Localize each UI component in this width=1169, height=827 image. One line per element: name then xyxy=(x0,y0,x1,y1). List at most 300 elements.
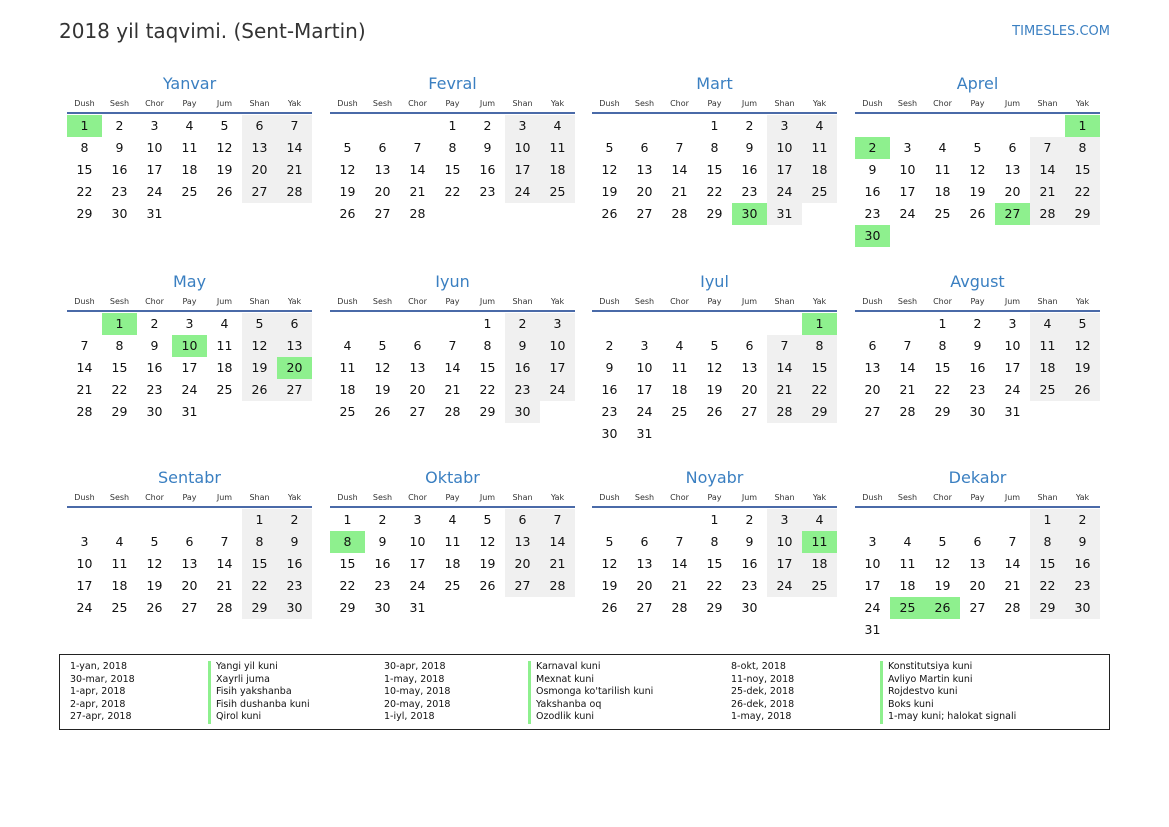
month-name: Avgust xyxy=(950,272,1005,291)
day-cell: 18 xyxy=(216,360,233,375)
month-name: Aprel xyxy=(956,74,999,93)
empty-cell xyxy=(890,509,925,531)
day-cell: 29 xyxy=(111,404,128,419)
day-grid xyxy=(67,509,312,619)
holiday-date-column xyxy=(384,661,450,724)
holiday-name: Konstitutsiya kuni xyxy=(880,661,1016,674)
day-cell: 23 xyxy=(374,578,391,593)
day-cell: 8 xyxy=(115,338,124,353)
holiday-date: 1-apr, 2018 xyxy=(70,686,126,697)
day-cell: 13 xyxy=(864,360,881,375)
day-cell: 9 xyxy=(150,338,159,353)
day-cell: 16 xyxy=(741,556,758,571)
empty-cell xyxy=(435,313,470,335)
day-cell: 13 xyxy=(636,162,653,177)
day-cell: 13 xyxy=(969,556,986,571)
day-cell: 30 xyxy=(969,404,986,419)
day-cell: 2 xyxy=(277,509,312,531)
day-cell: 17 xyxy=(409,556,426,571)
weekday-header xyxy=(855,296,1100,312)
day-cell: 5 xyxy=(343,140,352,155)
holiday-day-cell: 1 xyxy=(802,313,837,335)
day-cell: 7 xyxy=(413,140,422,155)
day-cell: 9 xyxy=(483,140,492,155)
day-cell: 22 xyxy=(444,184,461,199)
weekday-label: Jum xyxy=(216,493,233,502)
day-cell: 7 xyxy=(903,338,912,353)
day-cell: 24 xyxy=(181,382,198,397)
weekday-label: Jum xyxy=(1004,297,1021,306)
day-cell: 6 xyxy=(242,115,277,137)
day-cell: 21 xyxy=(277,159,312,181)
day-cell: 24 xyxy=(636,404,653,419)
day-cell: 26 xyxy=(374,404,391,419)
day-cell: 10 xyxy=(767,531,802,553)
day-cell: 19 xyxy=(601,184,618,199)
empty-cell xyxy=(400,313,435,335)
day-cell: 10 xyxy=(76,556,93,571)
day-cell: 22 xyxy=(802,379,837,401)
empty-cell xyxy=(330,115,365,137)
weekday-label: Yak xyxy=(550,297,565,306)
day-grid xyxy=(855,313,1100,423)
day-cell: 28 xyxy=(409,206,426,221)
day-cell: 26 xyxy=(242,379,277,401)
day-cell: 3 xyxy=(150,118,159,133)
empty-cell xyxy=(102,509,137,531)
day-cell: 5 xyxy=(973,140,982,155)
day-cell: 15 xyxy=(706,162,723,177)
empty-cell xyxy=(960,509,995,531)
day-grid xyxy=(330,313,575,423)
day-cell: 7 xyxy=(540,509,575,531)
day-cell: 1 xyxy=(710,118,719,133)
weekday-header xyxy=(855,98,1100,114)
day-cell: 14 xyxy=(671,556,688,571)
month-name: Fevral xyxy=(428,74,477,93)
day-cell: 15 xyxy=(1065,159,1100,181)
day-cell: 21 xyxy=(1030,181,1065,203)
day-cell: 28 xyxy=(1004,600,1021,615)
weekday-label: Shan xyxy=(512,493,533,502)
day-cell: 17 xyxy=(146,162,163,177)
day-grid xyxy=(67,313,312,423)
day-cell: 10 xyxy=(864,556,881,571)
day-cell: 22 xyxy=(339,578,356,593)
day-cell: 30 xyxy=(374,600,391,615)
day-cell: 6 xyxy=(973,534,982,549)
day-cell: 18 xyxy=(1030,357,1065,379)
day-cell: 12 xyxy=(601,162,618,177)
weekday-label: Jum xyxy=(216,297,233,306)
day-cell: 13 xyxy=(277,335,312,357)
day-cell: 17 xyxy=(767,159,802,181)
day-cell: 29 xyxy=(479,404,496,419)
day-cell: 19 xyxy=(479,556,496,571)
day-cell: 9 xyxy=(277,531,312,553)
weekday-label: Sesh xyxy=(897,99,918,108)
day-cell: 16 xyxy=(277,553,312,575)
day-grid xyxy=(67,115,312,225)
day-cell: 27 xyxy=(181,600,198,615)
day-cell: 1 xyxy=(710,512,719,527)
day-cell: 24 xyxy=(76,600,93,615)
empty-cell xyxy=(67,509,102,531)
day-cell: 5 xyxy=(242,313,277,335)
weekday-label: Shan xyxy=(1037,297,1058,306)
holiday-name: Mexnat kuni xyxy=(528,674,653,687)
day-grid xyxy=(855,509,1100,641)
day-cell: 30 xyxy=(741,600,758,615)
day-cell: 24 xyxy=(505,181,540,203)
day-cell: 18 xyxy=(339,382,356,397)
day-cell: 29 xyxy=(1030,597,1065,619)
day-cell: 24 xyxy=(864,600,881,615)
weekday-label: Shan xyxy=(774,297,795,306)
day-cell: 7 xyxy=(1008,534,1017,549)
day-cell: 29 xyxy=(802,401,837,423)
weekday-label: Sesh xyxy=(109,99,130,108)
day-cell: 14 xyxy=(444,360,461,375)
weekday-label: Yak xyxy=(1075,493,1090,502)
day-cell: 30 xyxy=(277,597,312,619)
day-cell: 10 xyxy=(1004,338,1021,353)
weekday-label: Dush xyxy=(599,493,620,502)
day-cell: 2 xyxy=(483,118,492,133)
weekday-label: Shan xyxy=(512,99,533,108)
day-cell: 15 xyxy=(1030,553,1065,575)
day-cell: 4 xyxy=(938,140,947,155)
day-cell: 28 xyxy=(216,600,233,615)
weekday-label: Jum xyxy=(479,493,496,502)
day-cell: 5 xyxy=(710,338,719,353)
day-cell: 11 xyxy=(216,338,233,353)
month-noyabr xyxy=(592,468,837,619)
day-cell: 21 xyxy=(540,553,575,575)
weekday-label: Jum xyxy=(741,493,758,502)
month-aprel xyxy=(855,74,1100,247)
day-cell: 4 xyxy=(448,512,457,527)
weekday-label: Shan xyxy=(774,493,795,502)
weekday-label: Pay xyxy=(707,493,722,502)
day-cell: 20 xyxy=(969,578,986,593)
day-cell: 4 xyxy=(343,338,352,353)
day-cell: 8 xyxy=(448,140,457,155)
month-name: Dekabr xyxy=(948,468,1007,487)
month-name: May xyxy=(172,272,207,291)
weekday-label: Shan xyxy=(1037,99,1058,108)
day-cell: 27 xyxy=(242,181,277,203)
weekday-label: Dush xyxy=(74,297,95,306)
weekday-label: Jum xyxy=(1004,99,1021,108)
empty-cell xyxy=(995,509,1030,531)
day-cell: 5 xyxy=(150,534,159,549)
month-avgust xyxy=(855,272,1100,423)
day-grid xyxy=(592,509,837,619)
day-cell: 23 xyxy=(479,184,496,199)
weekday-label: Shan xyxy=(249,297,270,306)
day-cell: 25 xyxy=(1030,379,1065,401)
weekday-label: Pay xyxy=(970,493,985,502)
weekday-label: Chor xyxy=(145,297,164,306)
day-cell: 25 xyxy=(339,404,356,419)
day-cell: 6 xyxy=(185,534,194,549)
day-cell: 23 xyxy=(741,184,758,199)
holiday-day-cell: 8 xyxy=(330,531,365,553)
day-cell: 8 xyxy=(938,338,947,353)
day-cell: 22 xyxy=(1030,575,1065,597)
day-cell: 27 xyxy=(505,575,540,597)
weekday-label: Chor xyxy=(408,493,427,502)
weekday-label: Pay xyxy=(707,297,722,306)
day-cell: 23 xyxy=(277,575,312,597)
day-cell: 16 xyxy=(741,162,758,177)
day-cell: 21 xyxy=(76,382,93,397)
empty-cell xyxy=(855,509,890,531)
day-cell: 13 xyxy=(242,137,277,159)
empty-cell xyxy=(925,115,960,137)
day-cell: 3 xyxy=(540,313,575,335)
day-cell: 2 xyxy=(745,118,754,133)
day-cell: 5 xyxy=(378,338,387,353)
site-link[interactable]: TIMESLES.COM xyxy=(1012,24,1110,39)
month-sentabr xyxy=(67,468,312,619)
day-cell: 18 xyxy=(540,159,575,181)
day-cell: 27 xyxy=(741,404,758,419)
day-cell: 23 xyxy=(741,578,758,593)
weekday-label: Dush xyxy=(599,99,620,108)
day-cell: 24 xyxy=(767,181,802,203)
weekday-header xyxy=(330,98,575,114)
day-cell: 1 xyxy=(483,316,492,331)
weekday-label: Dush xyxy=(337,297,358,306)
day-cell: 20 xyxy=(409,382,426,397)
weekday-label: Sesh xyxy=(372,297,393,306)
day-cell: 19 xyxy=(934,578,951,593)
day-cell: 2 xyxy=(605,338,614,353)
day-cell: 7 xyxy=(675,534,684,549)
day-cell: 29 xyxy=(934,404,951,419)
day-cell: 13 xyxy=(409,360,426,375)
day-cell: 24 xyxy=(767,575,802,597)
holiday-date: 1-yan, 2018 xyxy=(70,661,127,672)
day-cell: 22 xyxy=(706,578,723,593)
day-cell: 20 xyxy=(242,159,277,181)
day-cell: 22 xyxy=(934,382,951,397)
day-cell: 24 xyxy=(409,578,426,593)
empty-cell xyxy=(960,115,995,137)
day-cell: 31 xyxy=(181,404,198,419)
holiday-date-column xyxy=(70,661,135,724)
weekday-label: Chor xyxy=(670,493,689,502)
day-cell: 12 xyxy=(934,556,951,571)
holiday-day-cell: 1 xyxy=(67,115,102,137)
day-cell: 8 xyxy=(710,140,719,155)
holiday-date: 25-dek, 2018 xyxy=(731,686,795,697)
day-cell: 22 xyxy=(479,382,496,397)
day-cell: 2 xyxy=(150,316,159,331)
weekday-label: Shan xyxy=(1037,493,1058,502)
day-cell: 3 xyxy=(868,534,877,549)
day-cell: 24 xyxy=(899,206,916,221)
day-cell: 20 xyxy=(505,553,540,575)
weekday-label: Sesh xyxy=(109,493,130,502)
day-grid xyxy=(592,313,837,445)
weekday-label: Chor xyxy=(933,493,952,502)
day-cell: 15 xyxy=(444,162,461,177)
holiday-name-column xyxy=(208,661,310,724)
day-cell: 22 xyxy=(242,575,277,597)
day-cell: 14 xyxy=(767,357,802,379)
month-name: Oktabr xyxy=(425,468,480,487)
day-cell: 16 xyxy=(505,357,540,379)
day-cell: 20 xyxy=(741,382,758,397)
empty-cell xyxy=(67,313,102,335)
weekday-label: Yak xyxy=(1075,297,1090,306)
day-cell: 12 xyxy=(146,556,163,571)
day-cell: 13 xyxy=(505,531,540,553)
day-cell: 18 xyxy=(111,578,128,593)
month-name: Iyun xyxy=(435,272,470,291)
day-cell: 23 xyxy=(111,184,128,199)
day-cell: 5 xyxy=(605,140,614,155)
day-cell: 2 xyxy=(505,313,540,335)
weekday-label: Yak xyxy=(812,493,827,502)
day-cell: 11 xyxy=(1030,335,1065,357)
day-cell: 28 xyxy=(540,575,575,597)
day-cell: 12 xyxy=(479,534,496,549)
weekday-header xyxy=(330,296,575,312)
empty-cell xyxy=(995,115,1030,137)
day-cell: 18 xyxy=(899,578,916,593)
day-cell: 3 xyxy=(1008,316,1017,331)
weekday-header xyxy=(855,492,1100,508)
day-cell: 17 xyxy=(181,360,198,375)
holiday-day-cell: 26 xyxy=(925,597,960,619)
weekday-label: Chor xyxy=(933,99,952,108)
day-cell: 26 xyxy=(1065,379,1100,401)
holiday-date: 1-may, 2018 xyxy=(384,673,445,685)
day-cell: 18 xyxy=(671,382,688,397)
day-cell: 21 xyxy=(1004,578,1021,593)
day-cell: 31 xyxy=(146,206,163,221)
day-cell: 11 xyxy=(540,137,575,159)
day-cell: 30 xyxy=(146,404,163,419)
day-grid xyxy=(592,115,837,225)
day-cell: 21 xyxy=(767,379,802,401)
holiday-date: 30-mar, 2018 xyxy=(70,673,135,685)
weekday-header xyxy=(67,98,312,114)
day-cell: 17 xyxy=(899,184,916,199)
holiday-day-cell: 27 xyxy=(995,203,1030,225)
weekday-label: Pay xyxy=(707,99,722,108)
day-cell: 11 xyxy=(671,360,688,375)
weekday-label: Sesh xyxy=(634,297,655,306)
day-cell: 19 xyxy=(1065,357,1100,379)
holiday-name-column xyxy=(528,661,653,724)
month-oktabr xyxy=(330,468,575,619)
day-cell: 10 xyxy=(636,360,653,375)
weekday-header xyxy=(592,296,837,312)
day-cell: 31 xyxy=(767,203,802,225)
day-cell: 2 xyxy=(378,512,387,527)
weekday-header xyxy=(67,296,312,312)
weekday-label: Dush xyxy=(74,493,95,502)
day-cell: 24 xyxy=(146,184,163,199)
holiday-name: Ozodlik kuni xyxy=(528,711,653,724)
weekday-label: Pay xyxy=(970,297,985,306)
month-name: Iyul xyxy=(700,272,729,291)
day-cell: 9 xyxy=(1065,531,1100,553)
day-cell: 29 xyxy=(706,600,723,615)
day-cell: 27 xyxy=(374,206,391,221)
day-cell: 19 xyxy=(339,184,356,199)
weekday-label: Dush xyxy=(337,493,358,502)
holiday-list xyxy=(59,654,1110,730)
weekday-label: Yak xyxy=(550,99,565,108)
day-cell: 6 xyxy=(640,534,649,549)
day-cell: 18 xyxy=(444,556,461,571)
holiday-date: 1-may, 2018 xyxy=(731,711,792,722)
day-cell: 17 xyxy=(76,578,93,593)
day-cell: 25 xyxy=(216,382,233,397)
holiday-date: 2-apr, 2018 xyxy=(70,698,126,710)
weekday-label: Pay xyxy=(445,493,460,502)
day-cell: 3 xyxy=(185,316,194,331)
day-cell: 3 xyxy=(640,338,649,353)
day-cell: 23 xyxy=(1065,575,1100,597)
weekday-label: Sesh xyxy=(897,297,918,306)
day-cell: 22 xyxy=(706,184,723,199)
day-cell: 14 xyxy=(1030,159,1065,181)
day-cell: 19 xyxy=(969,184,986,199)
empty-cell xyxy=(662,313,697,335)
day-cell: 27 xyxy=(969,600,986,615)
day-cell: 21 xyxy=(671,184,688,199)
empty-cell xyxy=(330,313,365,335)
day-cell: 31 xyxy=(1004,404,1021,419)
empty-cell xyxy=(137,509,172,531)
empty-cell xyxy=(207,509,242,531)
weekday-label: Yak xyxy=(550,493,565,502)
day-cell: 25 xyxy=(671,404,688,419)
day-cell: 9 xyxy=(605,360,614,375)
day-cell: 12 xyxy=(216,140,233,155)
day-cell: 17 xyxy=(767,553,802,575)
weekday-label: Yak xyxy=(1075,99,1090,108)
day-cell: 25 xyxy=(802,575,837,597)
day-cell: 27 xyxy=(277,379,312,401)
holiday-date: 26-dek, 2018 xyxy=(731,698,795,710)
holiday-name: Xayrli juma xyxy=(208,674,310,687)
day-cell: 25 xyxy=(802,181,837,203)
day-cell: 6 xyxy=(378,140,387,155)
day-cell: 24 xyxy=(1004,382,1021,397)
day-cell: 9 xyxy=(745,140,754,155)
weekday-label: Jum xyxy=(741,99,758,108)
day-cell: 15 xyxy=(242,553,277,575)
month-yanvar xyxy=(67,74,312,225)
day-cell: 5 xyxy=(220,118,229,133)
weekday-label: Chor xyxy=(145,493,164,502)
day-cell: 27 xyxy=(636,206,653,221)
weekday-header xyxy=(330,492,575,508)
month-fevral xyxy=(330,74,575,225)
day-cell: 11 xyxy=(339,360,356,375)
weekday-label: Shan xyxy=(249,493,270,502)
day-cell: 7 xyxy=(220,534,229,549)
weekday-label: Yak xyxy=(287,493,302,502)
